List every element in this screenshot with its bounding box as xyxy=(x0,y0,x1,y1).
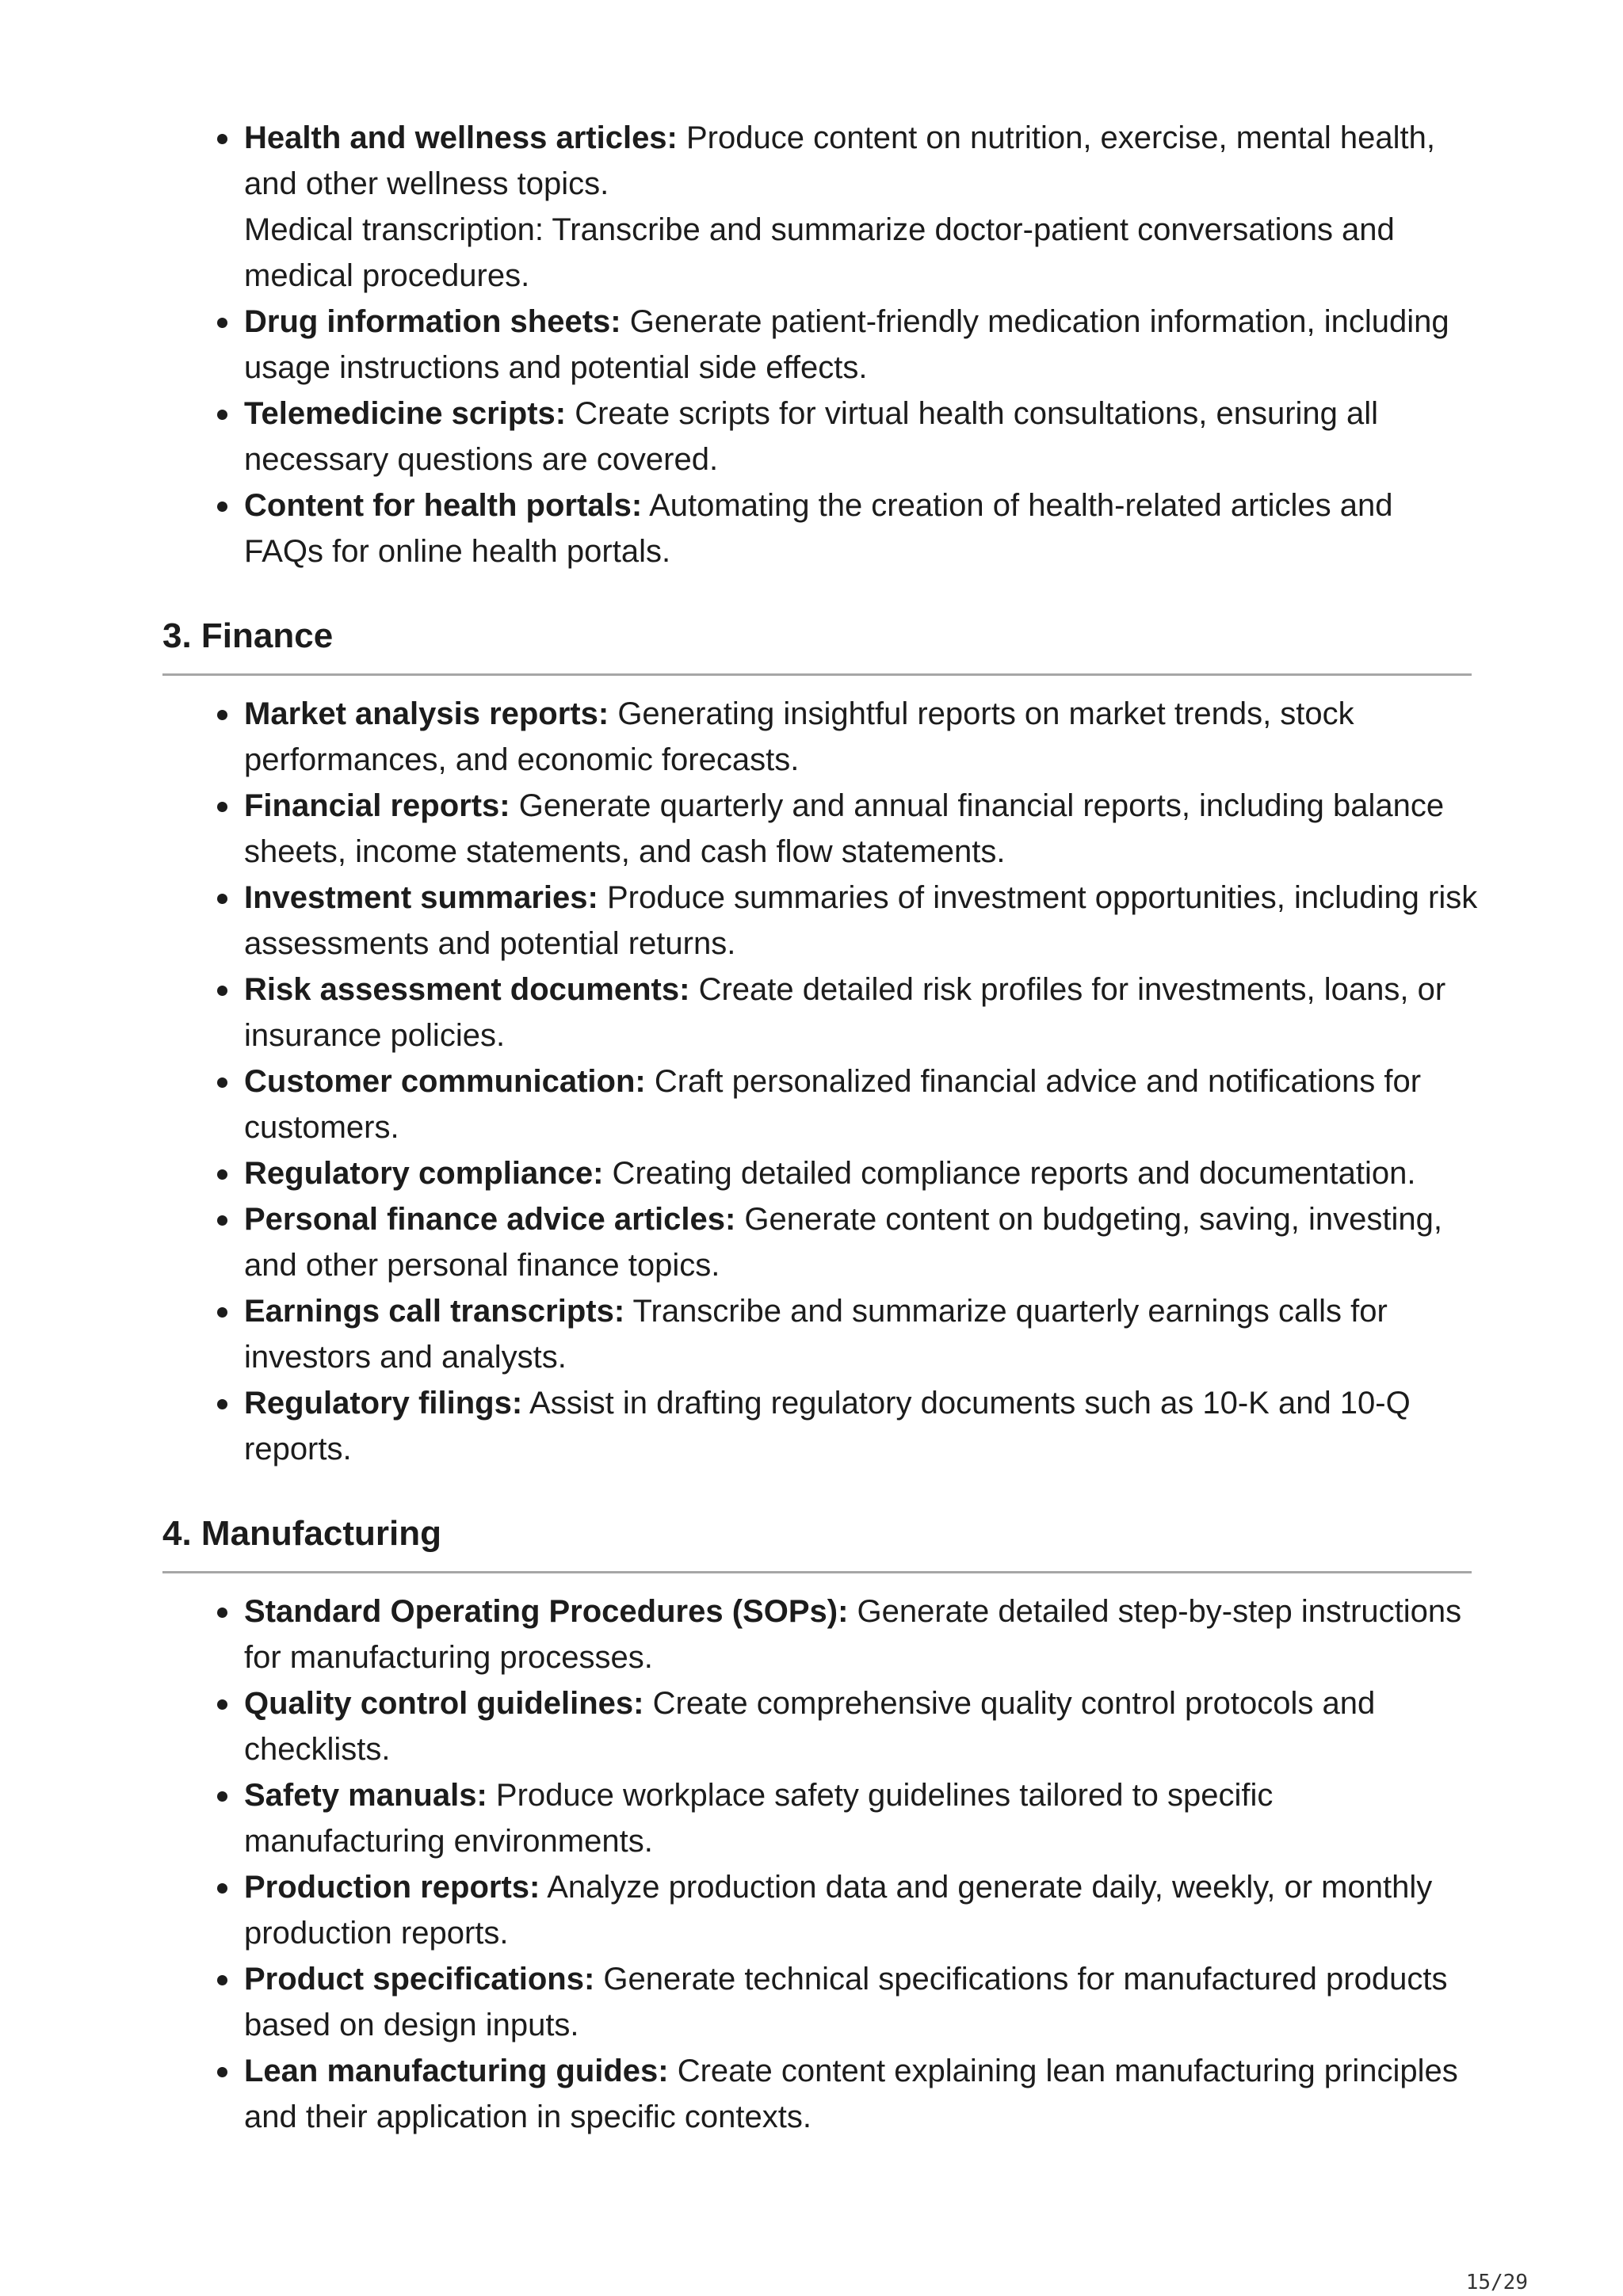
section-heading-manufacturing: 4. Manufacturing xyxy=(162,1514,442,1553)
item-term: Risk assessment documents: xyxy=(244,972,690,1007)
list-item xyxy=(244,1058,1480,1150)
item-term: Safety manuals: xyxy=(244,1778,487,1813)
item-text: Create content explaining lean manufacturing principles and their application in specific contexts. xyxy=(244,2054,1458,2134)
item-text: Generate detailed step-by-step instructions for manufacturing processes. xyxy=(244,1594,1462,1675)
item-text: Generating insightful reports on market trends, stock performances, and economic forecasts. xyxy=(244,696,1354,777)
item-term: Drug information sheets: xyxy=(244,304,621,339)
item-text: Generate patient-friendly medication information, including usage instructions and potential side effects. xyxy=(244,304,1449,385)
item-text: Generate quarterly and annual financial reports, including balance sheets, income statements, and cash flow statements. xyxy=(244,788,1445,869)
list-item xyxy=(244,1150,1480,1196)
item-text: Generate content on budgeting, saving, investing, and other personal finance topics. xyxy=(244,1202,1443,1283)
item-term: Personal finance advice articles: xyxy=(244,1202,736,1237)
list-item xyxy=(244,2048,1480,2140)
item-term: Standard Operating Procedures (SOPs): xyxy=(244,1594,849,1629)
list-item xyxy=(244,482,1480,574)
list-item xyxy=(244,115,1480,299)
finance-list xyxy=(244,691,1480,1472)
item-text: Transcribe and summarize quarterly earnings calls for investors and analysts. xyxy=(244,1294,1388,1375)
list-item xyxy=(244,1288,1480,1380)
item-term: Quality control guidelines: xyxy=(244,1686,644,1721)
item-text: Produce content on nutrition, exercise, mental health, and other wellness topics. xyxy=(244,120,1435,201)
item-term: Production reports: xyxy=(244,1870,540,1905)
item-term: Regulatory filings: xyxy=(244,1386,523,1421)
list-item xyxy=(244,1864,1480,1956)
item-term: Product specifications: xyxy=(244,1962,595,1997)
item-term: Health and wellness articles: xyxy=(244,120,678,155)
item-text: Create comprehensive quality control protocols and checklists. xyxy=(244,1686,1376,1767)
item-term: Investment summaries: xyxy=(244,880,598,915)
item-text: Assist in drafting regulatory documents such as 10-K and 10-Q reports. xyxy=(244,1386,1411,1466)
section-heading-finance: 3. Finance xyxy=(162,616,334,655)
item-term: Financial reports: xyxy=(244,788,510,823)
list-item xyxy=(244,783,1480,875)
item-text: Craft personalized financial advice and notifications for customers. xyxy=(244,1064,1422,1145)
item-term: Customer communication: xyxy=(244,1064,646,1099)
item-continuation: Medical transcription: Transcribe and summarize doctor-patient conversations and medical procedures. xyxy=(244,212,1395,293)
item-term: Telemedicine scripts: xyxy=(244,396,567,431)
item-text: Creating detailed compliance reports and documentation. xyxy=(603,1156,1416,1191)
manufacturing-list xyxy=(244,1589,1480,2140)
item-term: Market analysis reports: xyxy=(244,696,609,731)
item-text: Create detailed risk profiles for investments, loans, or insurance policies. xyxy=(244,972,1446,1053)
item-term: Content for health portals: xyxy=(244,488,643,523)
section-divider xyxy=(162,1571,1472,1573)
list-item xyxy=(244,967,1480,1058)
list-item xyxy=(244,1772,1480,1864)
list-item xyxy=(244,1680,1480,1772)
item-term: Lean manufacturing guides: xyxy=(244,2054,669,2088)
list-item xyxy=(244,391,1480,482)
list-item xyxy=(244,1380,1480,1472)
item-term: Regulatory compliance: xyxy=(244,1156,604,1191)
list-item xyxy=(244,1196,1480,1288)
health-list xyxy=(244,115,1480,574)
item-text: Produce summaries of investment opportunities, including risk assessments and potential returns. xyxy=(244,880,1478,961)
item-text: Create scripts for virtual health consultations, ensuring all necessary questions are covered. xyxy=(244,396,1379,477)
item-term: Earnings call transcripts: xyxy=(244,1294,625,1329)
section-divider xyxy=(162,673,1472,676)
item-text: Automating the creation of health-related articles and FAQs for online health portals. xyxy=(244,488,1393,569)
page-number: 15/29 xyxy=(1465,2271,1528,2294)
list-item xyxy=(244,691,1480,783)
list-item xyxy=(244,1589,1480,1680)
item-text: Generate technical specifications for manufactured products based on design inputs. xyxy=(244,1962,1448,2042)
list-item xyxy=(244,299,1480,391)
list-item xyxy=(244,1956,1480,2048)
item-text: Produce workplace safety guidelines tailored to specific manufacturing environments. xyxy=(244,1778,1274,1859)
item-text: Analyze production data and generate daily, weekly, or monthly production reports. xyxy=(244,1870,1433,1951)
list-item xyxy=(244,875,1480,967)
